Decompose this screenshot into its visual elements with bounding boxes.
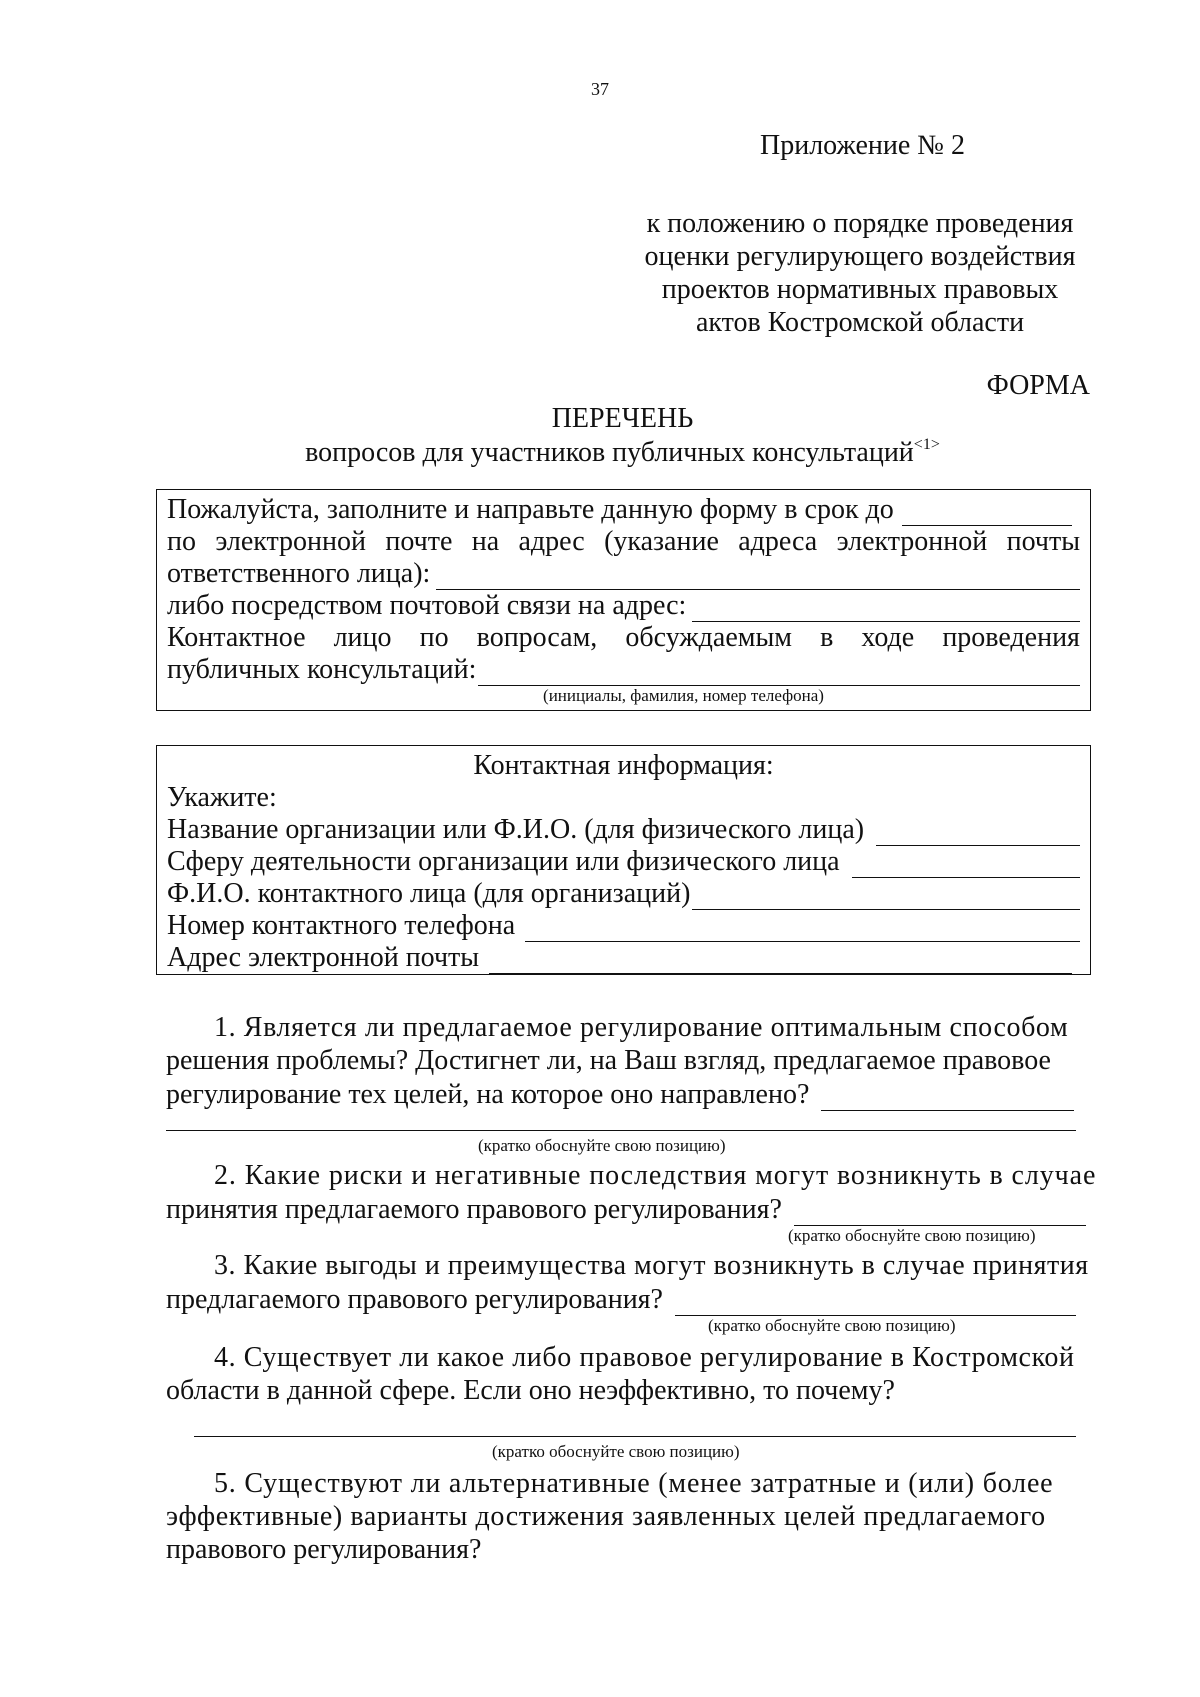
question-line: 2. Какие риски и негативные последствия могут возникнуть в случае — [214, 1160, 1097, 1191]
email-line — [167, 526, 1080, 558]
question-line: 4. Существует ли какое либо правовое регулирование в Костромской — [214, 1342, 1075, 1373]
answer-rule[interactable] — [166, 1130, 1076, 1131]
question-3 — [166, 1250, 1089, 1316]
email-word: адрес — [518, 526, 585, 557]
appendix-subtitle — [600, 208, 1120, 340]
email-word: на — [471, 526, 500, 557]
contact-word: по — [419, 622, 449, 653]
question-line — [166, 1283, 1086, 1316]
answer-rule[interactable] — [194, 1436, 1076, 1437]
field-label: Ф.И.О. контактного лица (для организаций) — [167, 878, 691, 909]
email-word: по — [167, 526, 196, 557]
contact-word: проведения — [942, 622, 1080, 653]
subtitle-line: оценки регулирующего воздействия — [644, 241, 1076, 272]
email-word: электронной — [836, 526, 988, 557]
document-subtitle — [0, 437, 1200, 469]
field-label: Сферу деятельности организации или физического лица — [167, 846, 840, 877]
field-blank[interactable] — [876, 819, 1080, 846]
question-line-text: регулирование тех целей, на которое оно направлено? — [166, 1079, 810, 1110]
question-4 — [166, 1342, 1086, 1408]
question-1 — [166, 1012, 1086, 1111]
consultations-contact-blank[interactable] — [478, 659, 1080, 686]
field-activity-sphere — [167, 846, 1080, 878]
answer-hint: (кратко обоснуйте свою позицию) — [492, 1442, 740, 1461]
contact-caption: (инициалы, фамилия, номер телефона) — [543, 686, 824, 705]
contact-info-box — [156, 745, 1091, 975]
answer-blank[interactable] — [794, 1199, 1086, 1226]
contact-word: лицо — [333, 622, 392, 653]
field-label: Адрес электронной почты — [167, 942, 480, 973]
question-line: эффективные) варианты достижения заявленных целей предлагаемого — [166, 1501, 1046, 1532]
question-line — [166, 1078, 1086, 1111]
field-organization-name — [167, 814, 1080, 846]
contact-word: ходе — [861, 622, 915, 653]
field-blank[interactable] — [692, 883, 1080, 910]
question-line: 3. Какие выгоды и преимущества могут возникнуть в случае принятия — [214, 1250, 1089, 1281]
question-line: 1. Является ли предлагаемое регулирование оптимальным способом — [214, 1012, 1069, 1043]
subtitle-line: проектов нормативных правовых — [661, 274, 1059, 305]
appendix-label: Приложение № 2 — [760, 130, 965, 161]
subtitle-line: к положению о порядке проведения — [646, 208, 1074, 239]
email-word: почте — [385, 526, 453, 557]
field-blank[interactable] — [852, 851, 1080, 878]
answer-hint: (кратко обоснуйте свою позицию) — [708, 1316, 956, 1335]
contact-info-intro: Укажите: — [167, 782, 277, 813]
consultations-contact-text: публичных консультаций: — [167, 654, 477, 685]
postal-address-blank[interactable] — [692, 595, 1080, 622]
answer-blank[interactable] — [675, 1289, 1076, 1316]
contact-info-heading: Контактная информация: — [473, 750, 774, 781]
form-label: ФОРМА — [986, 370, 1090, 401]
email-word: адреса — [738, 526, 818, 557]
question-line-text: предлагаемого правового регулирования? — [166, 1284, 663, 1315]
responsible-email-line — [167, 558, 1080, 590]
field-blank[interactable] — [489, 947, 1072, 974]
email-word: (указание — [604, 526, 719, 557]
postal-address-text: либо посредством почтовой связи на адрес: — [167, 590, 687, 621]
deadline-line — [167, 494, 1080, 526]
document-subtitle-text: вопросов для участников публичных консультаций — [305, 437, 914, 468]
question-line: области в данной сфере. Если оно неэффективно, то почему? — [166, 1375, 895, 1406]
contact-person-line — [167, 622, 1080, 654]
field-label: Название организации или Ф.И.О. (для физического лица) — [167, 814, 865, 845]
deadline-blank[interactable] — [902, 499, 1072, 526]
subtitle-line: актов Костромской области — [695, 307, 1025, 338]
deadline-text: Пожалуйста, заполните и направьте данную форму в срок до — [167, 494, 894, 525]
page-number: 37 — [591, 79, 609, 99]
contact-word: обсуждаемым — [625, 622, 793, 653]
footnote-mark: <1> — [913, 436, 940, 453]
answer-hint: (кратко обоснуйте свою позицию) — [478, 1136, 726, 1155]
contact-word: вопросам, — [476, 622, 598, 653]
question-line: правового регулирования? — [166, 1534, 482, 1565]
email-word: электронной — [215, 526, 367, 557]
consultations-contact-line — [167, 654, 1080, 686]
field-label: Номер контактного телефона — [167, 910, 516, 941]
question-line — [166, 1193, 1086, 1226]
document-title: ПЕРЕЧЕНЬ — [551, 403, 694, 434]
answer-blank[interactable] — [821, 1084, 1074, 1111]
responsible-email-blank[interactable] — [436, 563, 1080, 590]
contact-word: в — [820, 622, 834, 653]
question-5 — [166, 1468, 1086, 1567]
email-word: почты — [1006, 526, 1080, 557]
contact-word: Контактное — [167, 622, 306, 653]
postal-address-line — [167, 590, 1080, 622]
question-line-text: принятия предлагаемого правового регулирования? — [166, 1194, 782, 1225]
responsible-email-text: ответственного лица): — [167, 558, 431, 589]
submission-instructions-box — [156, 489, 1091, 711]
field-contact-person — [167, 878, 1080, 910]
question-line: решения проблемы? Достигнет ли, на Ваш взгляд, предлагаемое правовое — [166, 1045, 1051, 1076]
field-email — [167, 942, 1080, 974]
question-line: 5. Существуют ли альтернативные (менее затратные и (или) более — [214, 1468, 1054, 1499]
field-blank[interactable] — [525, 915, 1080, 942]
question-2 — [166, 1160, 1097, 1226]
field-phone — [167, 910, 1080, 942]
answer-hint: (кратко обоснуйте свою позицию) — [788, 1226, 1036, 1245]
